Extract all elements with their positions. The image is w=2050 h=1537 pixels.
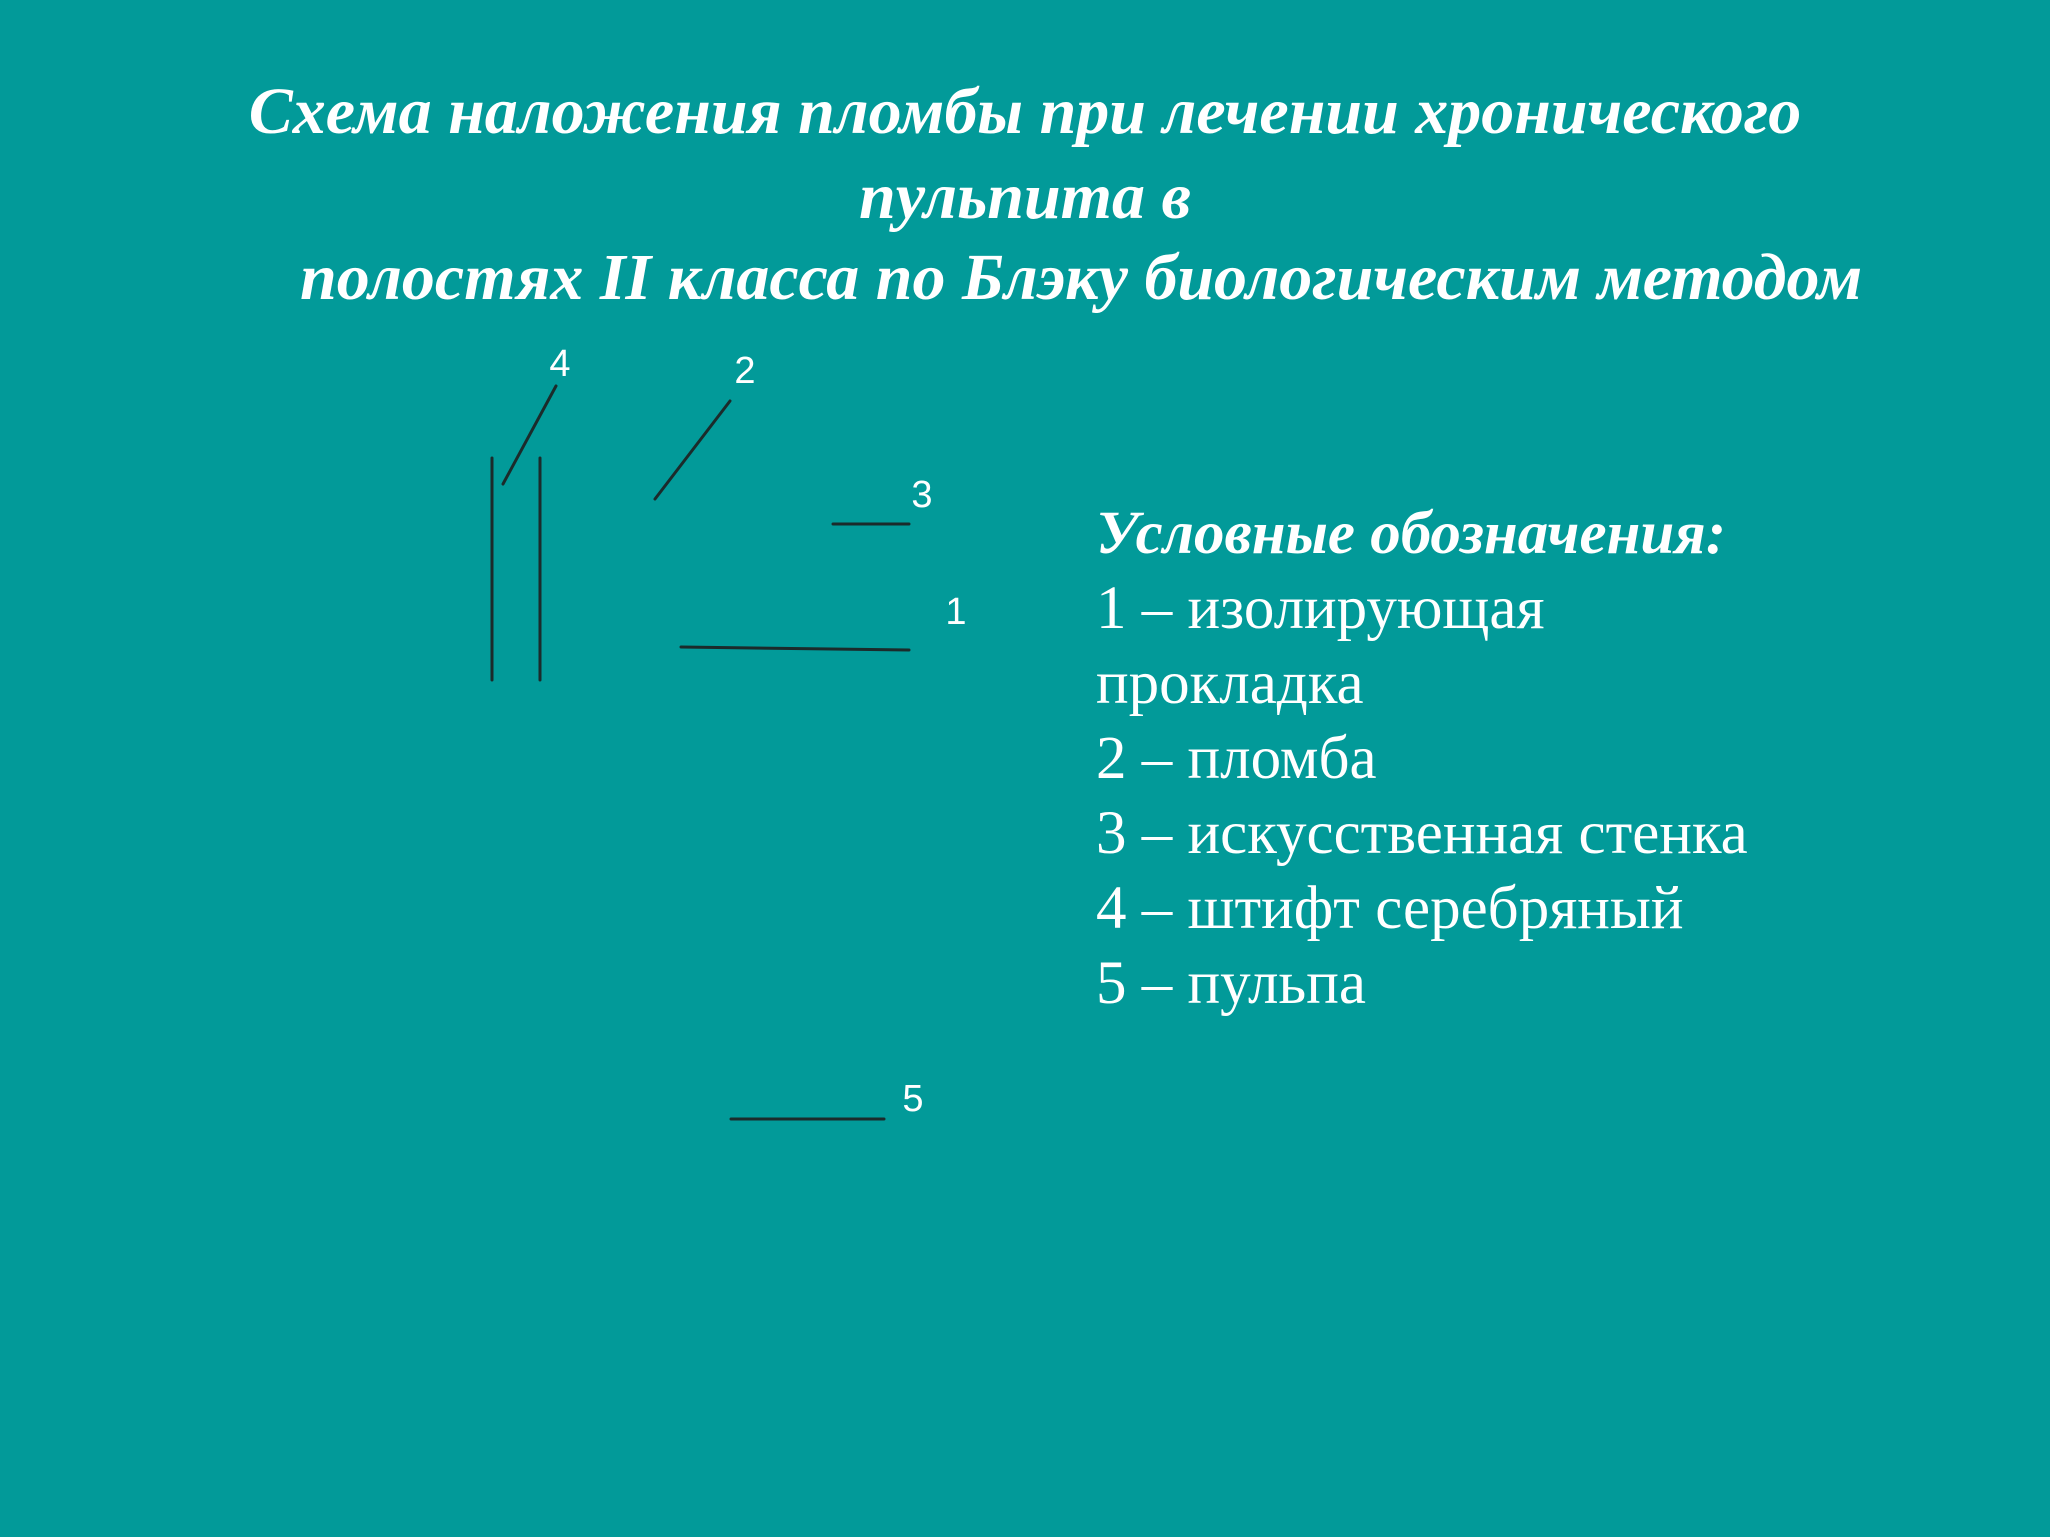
liner-leader-line [681, 647, 909, 650]
slide-title-line-1: Схема наложения пломбы при лечении хронического [248, 75, 1802, 148]
diagram-label-2: 2 [734, 350, 756, 392]
legend-item-1: 1 – изолирующая прокладка [1096, 575, 1545, 717]
filling-leader-line [655, 401, 730, 499]
legend-item-5: 5 – пульпа [1096, 950, 1366, 1017]
legend-item-2: 2 – пломба [1096, 725, 1377, 792]
pin-leader-line [503, 386, 556, 484]
diagram-label-4: 4 [549, 343, 571, 385]
legend [1096, 496, 1791, 1021]
slide-title-line-3: полостях II класса по Блэку биологическим методом [300, 241, 1863, 314]
diagram-label-5: 5 [902, 1078, 924, 1120]
legend-item-4: 4 – штифт серебряный [1096, 875, 1684, 942]
diagram-label-3: 3 [911, 474, 933, 516]
legend-item-3: 3 – искусственная стенка [1096, 800, 1748, 867]
diagram-label-1: 1 [945, 591, 967, 633]
slide-title-line-2: пульпита в [859, 160, 1191, 233]
legend-heading: Условные обозначения: [1096, 500, 1727, 567]
